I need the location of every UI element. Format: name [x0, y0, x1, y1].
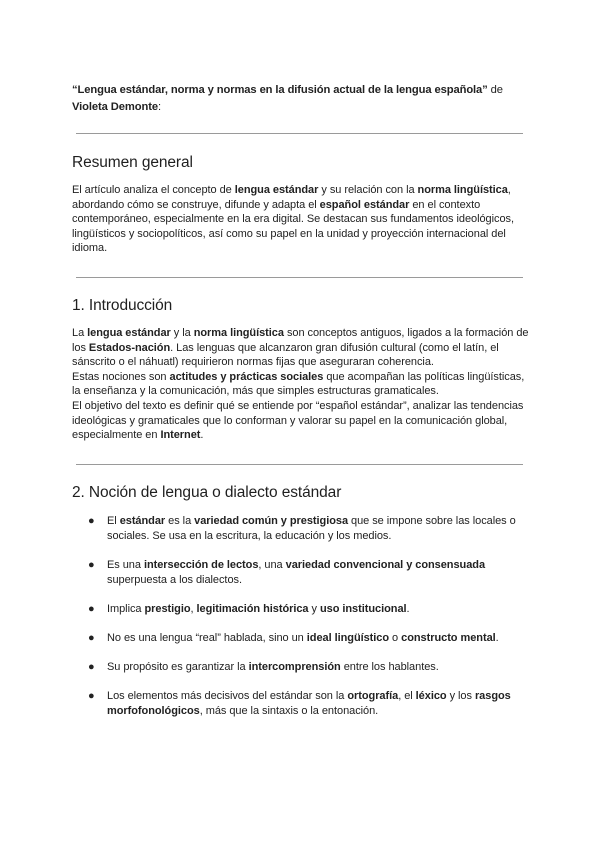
- bold-term: legitimación histórica: [196, 603, 309, 615]
- bullet-icon: ●: [88, 515, 95, 527]
- section-heading-nocion: 2. Noción de lengua o dialecto estándar: [72, 484, 342, 501]
- text-run: El: [107, 515, 120, 527]
- text-run: .: [495, 632, 499, 644]
- intro-paragraph-1: [72, 326, 530, 370]
- text-run: Es una: [107, 559, 144, 571]
- text-run: , una: [258, 559, 286, 571]
- bold-term: Internet: [160, 429, 201, 442]
- text-run: El objetivo del texto es definir qué se entiende por “español estándar”, analizar las tendencias ideológicas y gramaticales que lo conforman y valorar su papel en la comunicación global, especialmente en: [72, 399, 524, 442]
- intro-line: [72, 82, 532, 115]
- bold-term: lengua estándar: [234, 184, 319, 196]
- text-run: entre los hablantes.: [340, 661, 439, 673]
- text-run: Estas nociones son: [72, 370, 170, 383]
- bold-term: lengua estándar: [87, 327, 171, 339]
- text-run: y su relación con la: [318, 184, 418, 196]
- text-run: son conceptos antiguos, ligados a la formación de los: [72, 327, 529, 354]
- text-run: El artículo analiza el concepto de: [72, 184, 235, 196]
- divider: [76, 277, 523, 278]
- bullet-icon: ●: [88, 632, 95, 644]
- bold-term: intersección de lectos: [143, 559, 259, 571]
- resumen-paragraph: [72, 183, 530, 256]
- text-run: .: [200, 429, 204, 442]
- text-run: que acompañan las políticas lingüísticas, la enseñanza y la comunicación, más que simples estructuras gramaticales.: [72, 370, 525, 398]
- text-run: , el: [398, 690, 416, 702]
- bold-term: actitudes y prácticas sociales: [169, 370, 324, 383]
- author-name: Violeta Demonte: [72, 100, 158, 113]
- text-run: Su propósito es garantizar la: [107, 661, 249, 673]
- list-item: [72, 660, 532, 675]
- list-item: [72, 558, 532, 587]
- text-run: o: [389, 632, 402, 644]
- intro-paragraph-3: [72, 399, 530, 443]
- section-heading-resumen: Resumen general: [72, 154, 193, 171]
- text-run: superpuesta a los dialectos.: [107, 573, 242, 586]
- text-run: . Las lenguas que alcanzaron gran difusión cultural (como el latín, el sánscrito o el náhuatl) requirieron normas fijas que aseguraran coherencia.: [72, 341, 499, 369]
- bold-term: Estados-nación: [88, 341, 171, 354]
- intro-paragraph-2: [72, 370, 530, 399]
- bold-term: estándar: [119, 515, 166, 527]
- bold-term: ortografía: [347, 690, 399, 702]
- intro-colon: :: [157, 100, 161, 113]
- bold-term: norma lingüística: [417, 184, 508, 196]
- bullet-icon: ●: [88, 661, 95, 673]
- introduccion-paragraphs: [72, 326, 530, 443]
- bold-term: ideal lingüístico: [306, 632, 390, 644]
- text-run: Implica: [107, 603, 145, 615]
- bold-term: léxico: [415, 690, 447, 702]
- divider: [76, 133, 523, 134]
- bold-term: constructo mental: [401, 632, 496, 644]
- bullet-icon: ●: [88, 690, 95, 702]
- text-run: ,: [190, 603, 197, 615]
- list-item: [72, 514, 532, 543]
- intro-connector: de: [487, 84, 503, 96]
- bullet-icon: ●: [88, 603, 95, 615]
- text-run: es la: [165, 515, 195, 527]
- section-heading-introduccion: 1. Introducción: [72, 297, 173, 314]
- bold-term: norma lingüística: [193, 327, 284, 339]
- text-run: y la: [170, 327, 194, 339]
- text-run: Los elementos más decisivos del estándar son la: [107, 690, 348, 702]
- bold-term: español estándar: [319, 198, 410, 211]
- text-run: que se impone sobre las locales o sociales. Se usa en la escritura, la educación y los medios.: [107, 515, 516, 542]
- bold-term: intercomprensión: [248, 661, 341, 673]
- divider: [76, 464, 523, 465]
- bold-term: prestigio: [144, 603, 191, 615]
- bullet-icon: ●: [88, 559, 95, 571]
- bold-term: rasgos morfofonológicos: [107, 690, 511, 717]
- list-item: [72, 689, 532, 718]
- text-run: No es una lengua “real” hablada, sino un: [107, 632, 307, 644]
- text-run: y: [308, 603, 320, 615]
- text-run: , más que la sintaxis o la entonación.: [199, 704, 379, 717]
- list-item: [72, 631, 532, 646]
- text-run: La: [72, 327, 88, 339]
- bold-term: variedad convencional y consensuada: [285, 559, 486, 571]
- bold-term: variedad común y prestigiosa: [194, 515, 349, 527]
- text-run: , abordando cómo se construye, difunde y adapta el: [72, 184, 511, 211]
- text-run: .: [406, 603, 410, 615]
- text-run: y los: [446, 690, 475, 702]
- list-item: [72, 602, 532, 617]
- text-run: en el contexto contemporáneo, especialmente en la era digital. Se destacan sus fundamentos ideológicos, lingüísticos y sociopolíticos, así como su papel en la unidad y proyección internacional del idioma.: [72, 198, 514, 255]
- article-title: “Lengua estándar, norma y normas en la difusión actual de la lengua española”: [72, 84, 488, 96]
- bold-term: uso institucional: [319, 603, 407, 615]
